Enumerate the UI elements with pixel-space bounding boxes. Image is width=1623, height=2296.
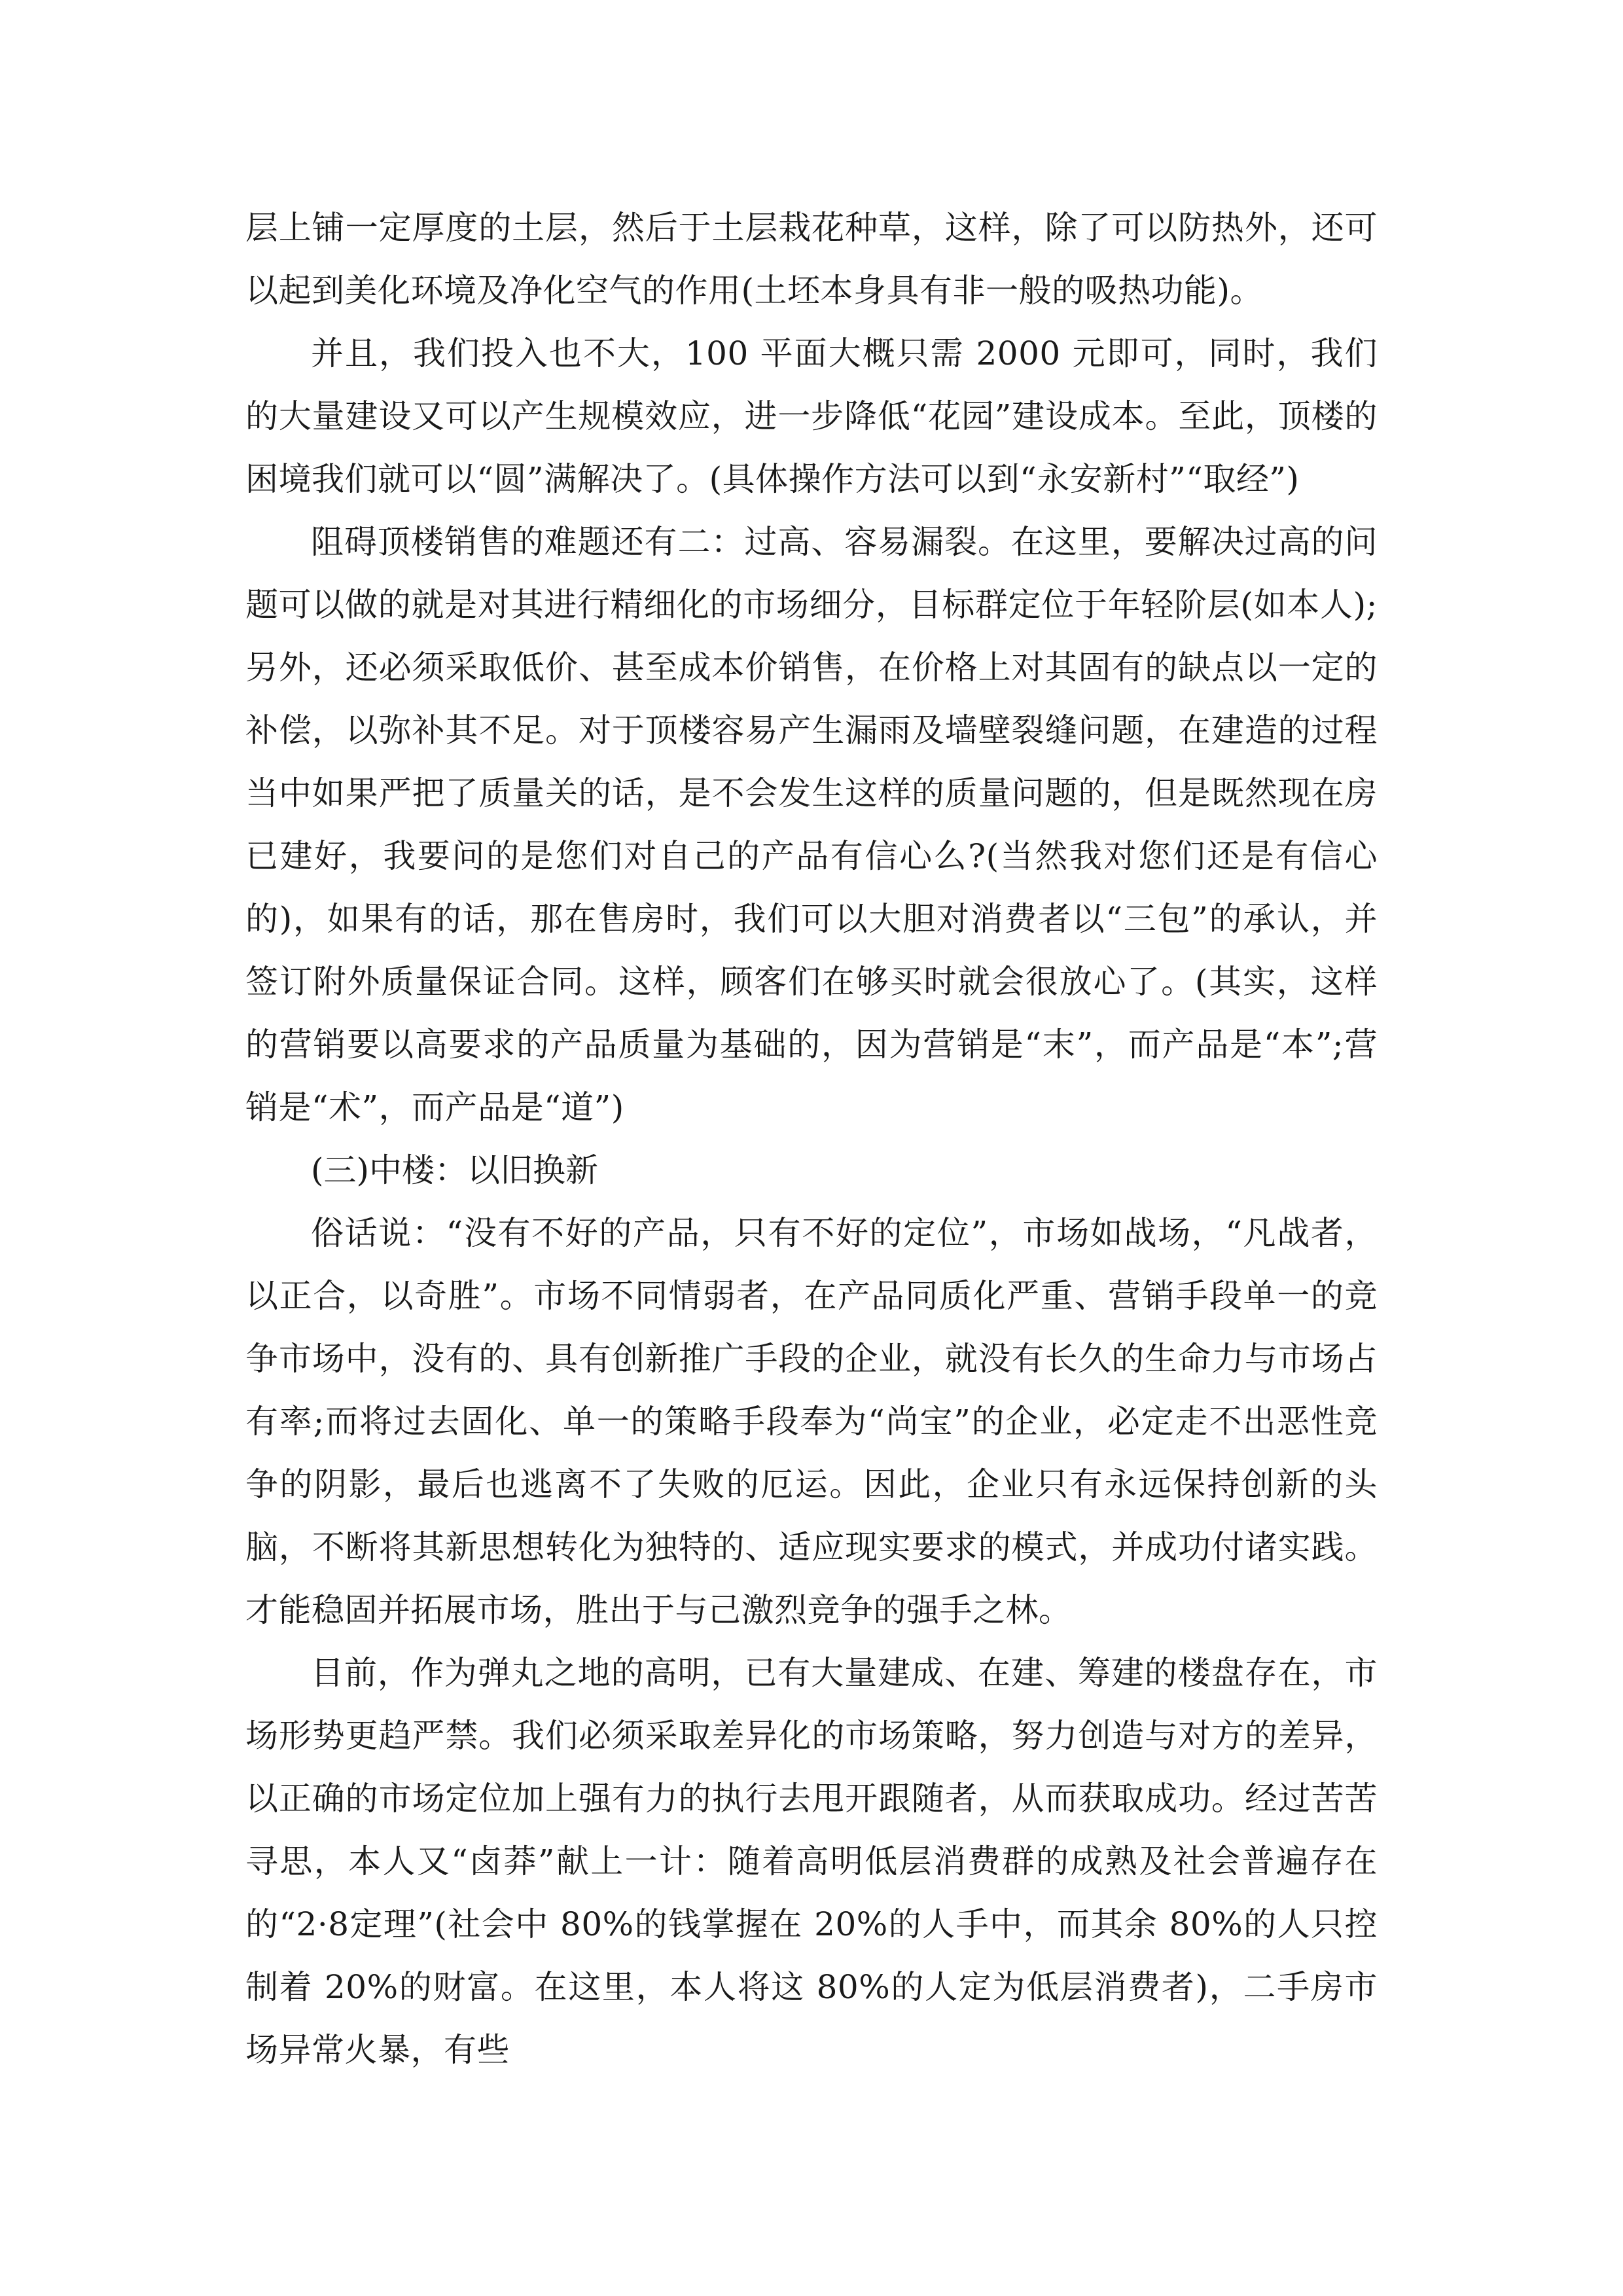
- paragraph-top-floor-problems: 阻碍顶楼销售的难题还有二：过高、容易漏裂。在这里，要解决过高的问题可以做的就是对其进行精细化的市场细分，目标群定位于年轻阶层(如本人);另外，还必须采取低价、甚至成本价销售，在价格上对其固有的缺点以一定的补偿，以弥补其不足。对于顶楼容易产生漏雨及墙壁裂缝问题，在建造的过程当中如果严把了质量关的话，是不会发生这样的质量问题的，但是既然现在房已建好，我要问的是您们对自己的产品有信心么?(当然我对您们还是有信心的)，如果有的话，那在售房时，我们可以大胆对消费者以“三包”的承认，并签订附外质量保证合同。这样，顾客们在够买时就会很放心了。(其实，这样的营销要以高要求的产品质量为基础的，因为营销是“末”，而产品是“本”;营销是“术”，而产品是“道”): [245, 523, 1378, 1126]
- paragraph-investment-cost: 并且，我们投入也不大，100 平面大概只需 2000 元即可，同时，我们的大量建设又可以产生规模效应，进一步降低“花园”建设成本。至此，顶楼的困境我们就可以“圆”满解决了。(具体操作方法可以到“永安新村”“取经”): [245, 334, 1378, 498]
- paragraph-market-situation: 目前，作为弹丸之地的高明，已有大量建成、在建、筹建的楼盘存在，市场形势更趋严禁。我们必须采取差异化的市场策略，努力创造与对方的差异，以正确的市场定位加上强有力的执行去甩开跟随者，从而获取成功。经过苦苦寻思，本人又“卤莽”献上一计：随着高明低层消费群的成熟及社会普遍存在的“2·8定理”(社会中 80%的钱掌握在 20%的人手中，而其余 80%的人只控制着 20%的财富。在这里，本人将这 80%的人定为低层消费者)，二手房市场异常火暴，有些: [245, 1654, 1378, 2069]
- paragraph-roof-garden-continued: 层上铺一定厚度的土层，然后于土层栽花种草，这样，除了可以防热外，还可以起到美化环境及净化空气的作用(土坯本身具有非一般的吸热功能)。: [245, 209, 1378, 310]
- document-page: [245, 196, 1378, 2081]
- paragraph-positioning-innovation: 俗话说：“没有不好的产品，只有不好的定位”，市场如战场，“凡战者，以正合，以奇胜”。市场不同情弱者，在产品同质化严重、营销手段单一的竞争市场中，没有的、具有创新推广手段的企业，就没有长久的生命力与市场占有率;而将过去固化、单一的策略手段奉为“尚宝”的企业，必定走不出恶性竞争的阴影，最后也逃离不了失败的厄运。因此，企业只有永远保持创新的头脑，不断将其新思想转化为独特的、适应现实要求的模式，并成功付诸实践。才能稳固并拓展市场，胜出于与己激烈竞争的强手之林。: [245, 1214, 1378, 1629]
- section-heading-middle-floor: (三)中楼：以旧换新: [311, 1151, 599, 1189]
